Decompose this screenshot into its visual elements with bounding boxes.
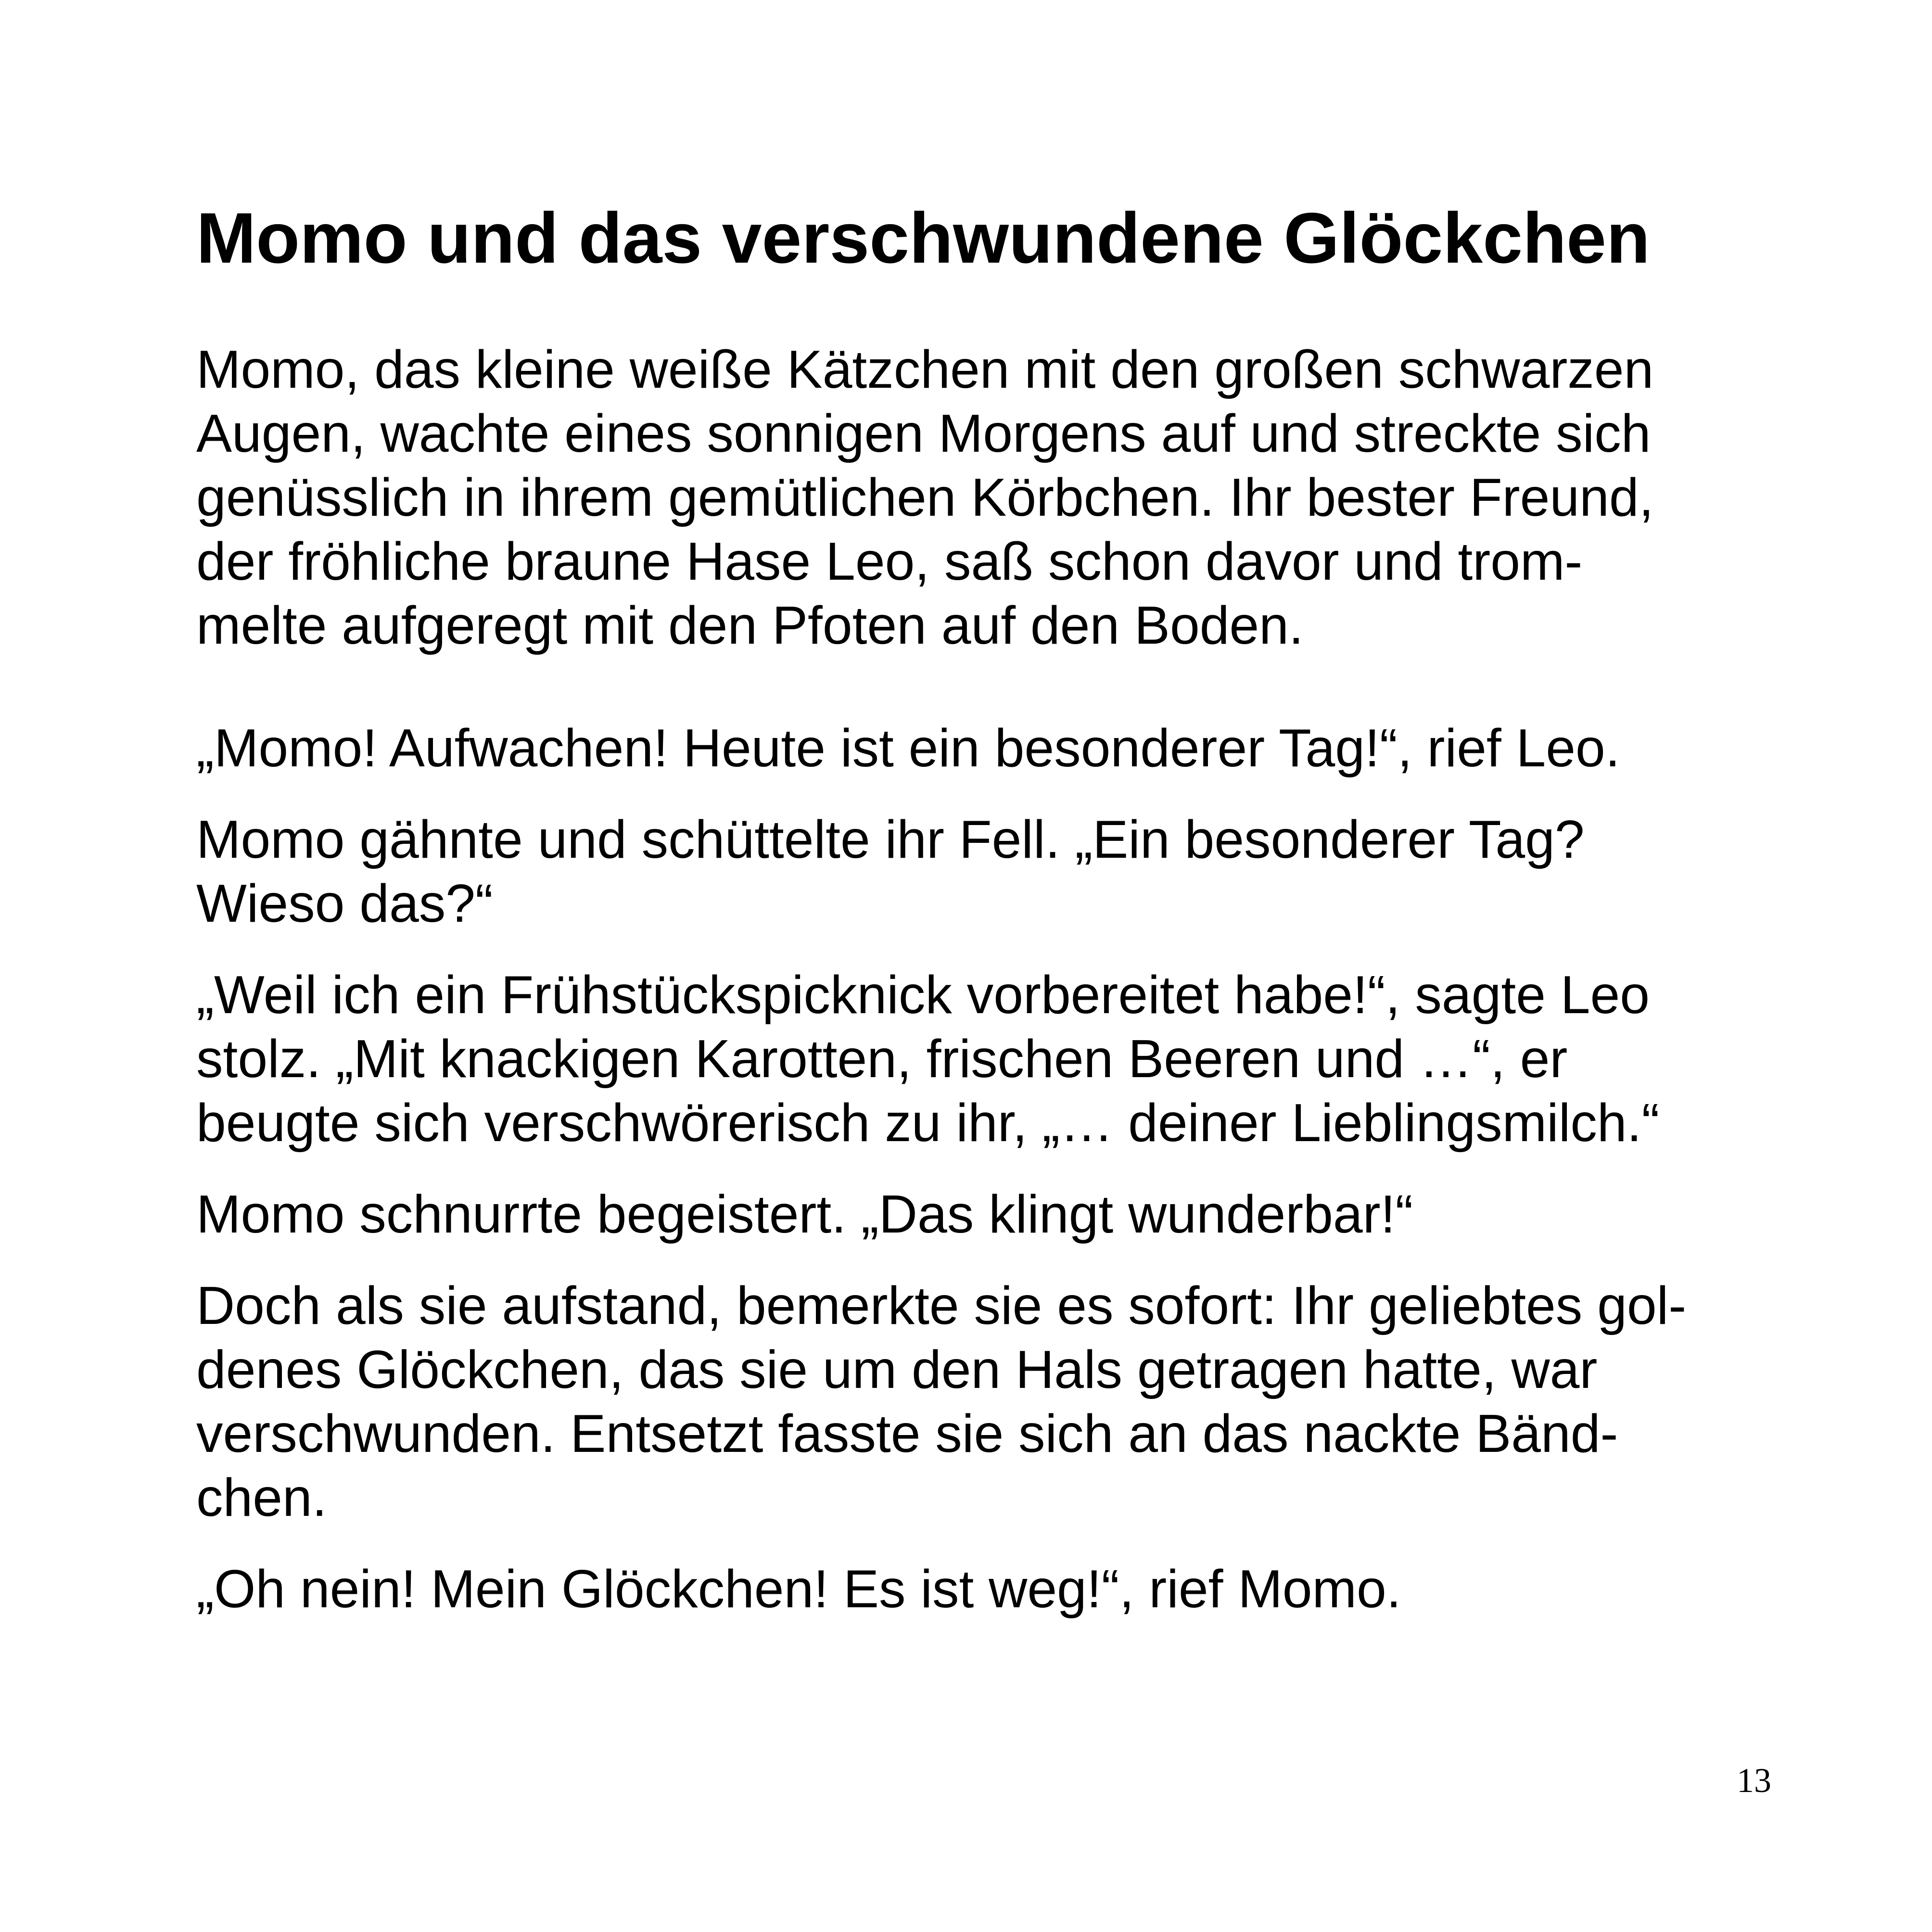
paragraph-1-line-4: der fröhliche braune Hase Leo, saß schon davor und trom- <box>196 532 1583 591</box>
paragraph-5-line-1: Momo schnurrte begeistert. „Das klingt wunderbar!“ <box>196 1184 1413 1244</box>
paragraph-1-line-3: genüsslich in ihrem gemütlichen Körbchen. Ihr bester Freund, <box>196 468 1654 527</box>
page-number: 13 <box>1737 1761 1771 1800</box>
paragraph-7-line-1: „Oh nein! Mein Glöckchen! Es ist weg!“, rief Momo. <box>196 1559 1401 1619</box>
story-title: Momo und das verschwundene Glöckchen <box>196 198 1650 278</box>
paragraph-1-line-5: melte aufgeregt mit den Pfoten auf den Boden. <box>196 596 1304 655</box>
paragraph-1-line-2: Augen, wachte eines sonnigen Morgens auf und streckte sich <box>196 404 1651 463</box>
paragraph-6-line-3: verschwunden. Entsetzt fasste sie sich an das nackte Bänd- <box>196 1404 1618 1463</box>
paragraph-2-line-1: „Momo! Aufwachen! Heute ist ein besonderer Tag!“, rief Leo. <box>196 718 1620 778</box>
paragraph-6-line-4: chen. <box>196 1468 327 1527</box>
paragraph-3-line-1: Momo gähnte und schüttelte ihr Fell. „Ein besonderer Tag? <box>196 810 1585 869</box>
paragraph-6-line-1: Doch als sie aufstand, bemerkte sie es sofort: Ihr geliebtes gol- <box>196 1276 1687 1335</box>
paragraph-1-line-1: Momo, das kleine weiße Kätzchen mit den großen schwarzen <box>196 340 1654 399</box>
paragraph-4-line-2: stolz. „Mit knackigen Karotten, frischen Beeren und …“, er <box>196 1029 1568 1089</box>
paragraph-4-line-3: beugte sich verschwörerisch zu ihr, „… deiner Lieblingsmilch.“ <box>196 1093 1660 1153</box>
paragraph-4-line-1: „Weil ich ein Frühstückspicknick vorbereitet habe!“, sagte Leo <box>196 965 1650 1025</box>
paragraph-3-line-2: Wieso das?“ <box>196 874 493 933</box>
paragraph-6-line-2: denes Glöckchen, das sie um den Hals getragen hatte, war <box>196 1340 1598 1399</box>
